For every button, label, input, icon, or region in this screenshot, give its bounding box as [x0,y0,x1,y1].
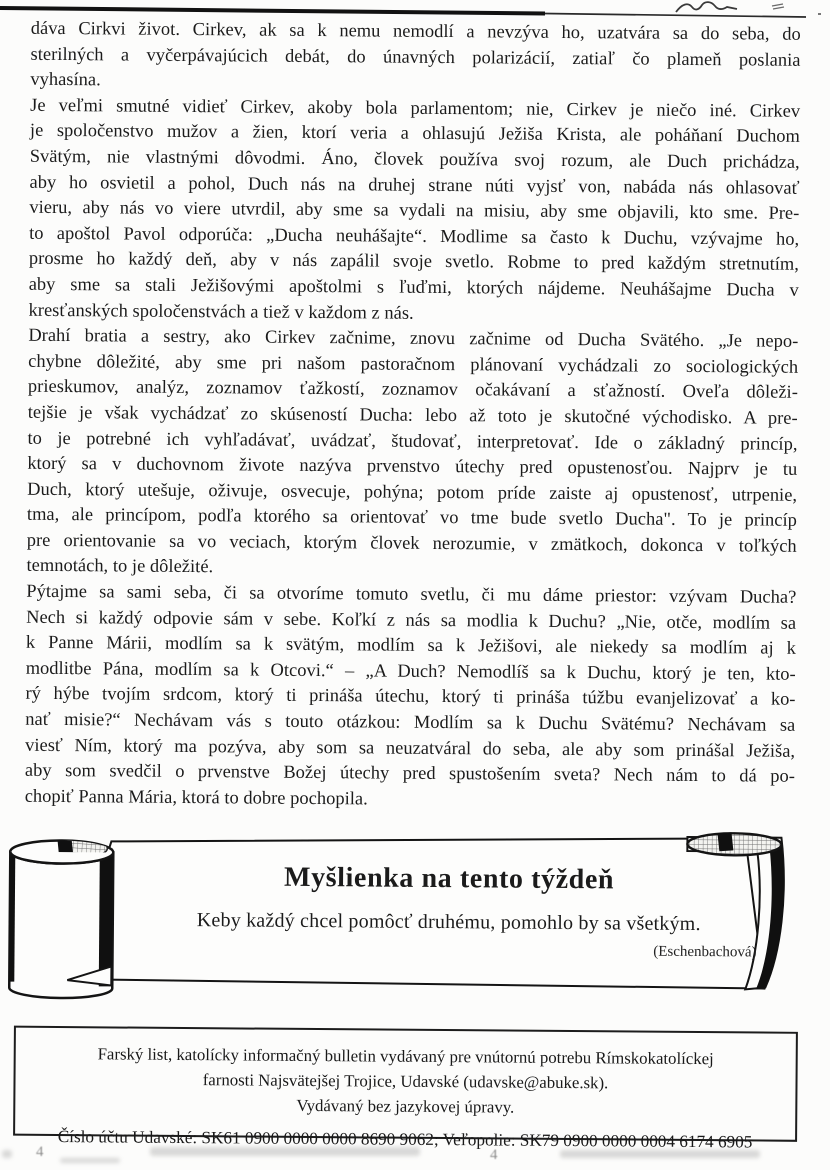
hash-mark-artifact [772,4,784,9]
footer-line-4: Číslo účtu Udavské: SK61 0900 0000 0000 8690 9062; Veľopolie: SK79 0900 0000 0004 6174 6905 [57,1127,753,1152]
text-line: tejšie je však vychádzať zo skúseností Ducha: lebo až toto je skutočné východisko. A pre- [27,401,798,428]
text-line: to je potrebné ich vyhľadávať, uvádzať, študovať, interpretovať. Ide o základný princíp, [27,427,798,454]
dot-artifact [818,13,821,15]
text-line: aby ho osvietil a pohol, Duch nás na druhej strane núti vyjsť von, nabáda nás ohlasovať [29,171,800,198]
scroll-text [134,857,763,962]
paragraph-2 [28,93,800,329]
text-line: k Panne Márii, modlím sa k svätým, modlím sa k Ježišovi, ale niekedy sa modlím aj k [25,632,797,659]
text-line: viesť Ním, ktorý ma pozýva, aby som sa neuzatváral do seba, ale aby som prinášal Ježiša, [25,734,796,761]
scroll-title: Myšlienka na tento týždeň [283,861,615,896]
text-line: Nech si každý odpovie sám v sebe. Koľkí z nás sa modlia k Duchu? „Nie, otče, modlím sa [26,606,797,633]
text-line: prieskumov, analýz, zoznamov ťažkostí, zoznamov očakávaní a sťažností. Oveľa dôleži- [27,376,799,403]
scan-line-artifact-thin [545,14,806,18]
scan-line-artifact [0,8,545,14]
paragraph-3 [26,323,798,585]
text-line: nať misie?“ Nechávam vás s touto otázkou: Modlím sa k Duchu Svätému? Nechávam sa [25,708,796,735]
text-line: aby sme sa stali Ježišovými apoštolmi s ľuďmi, ktorých nájdeme. Neuhášajme Ducha v [28,273,799,300]
text-line: to apoštol Pavol odporúča: „Ducha neuhášajte“. Modlime sa často k Duchu, vzývajme ho, [29,222,800,249]
text-line: Je veľmi smutné vidieť Cirkev, akoby bola parlamentom; nie, Cirkev je niečo iné. Cirkev [30,94,801,121]
text-line: rý hýbe tvojím srdcom, ktorý ti prináša útechu, ktorý ti prináša túžbu evanjelizovať a ko- [25,683,796,710]
text-line: prosme ho každý deň, aby v nás zapálil svoje svetlo. Robme to pred každým stretnutím, [28,248,800,275]
text-line: tma, ale princípom, podľa ktorého sa orientovať vo tme bude svetlo Ducha". To je princíp [26,504,798,531]
text-line: chopiť Panna Mária, ktorá to dobre pochopila. [24,785,368,809]
scroll-quote: Keby každý chcel pomôcť druhému, pomohlo by sa všetkým. [196,909,701,936]
text-line: Pýtajme sa sami seba, či sa otvoríme tomuto svetlu, či mu dáme priestor: vzývam Ducha? [26,580,797,607]
top-edge-artifacts [0,0,830,34]
footer-imprint-box [13,1026,798,1152]
document-text [25,16,801,815]
text-line: dáva Cirkvi život. Cirkev, ak sa k nemu nemodlí a nevzýva ho, uzatvára sa do seba, do [30,17,801,44]
bleed-page-number: 4 [36,1144,44,1160]
text-line: Svätým, nie vlastnými dôvodmi. Áno, človek používa svoj rozum, ale Duch prichádza, [29,145,800,172]
text-line: Duch, ktorý utešuje, oživuje, osvecuje, pohýna; potom príde zaiste aj opustenosť, utrpenie, [27,478,798,505]
text-line: sterilných a vyčerpávajúcich debát, do únavných polarizácií, zatiaľ čo plameň poslania [30,43,801,70]
scan-smudge [150,1147,420,1156]
scan-smudge [2,1150,12,1158]
text-line: vyhasína. [30,68,101,90]
scan-smudge [60,1158,120,1163]
text-line: ktorý sa v duchovnom živote nazýva prvenstvo útechy pred opustenosťou. Najprv je tu [27,452,798,479]
footer-line-3: Vydávaný bez jazykovej úpravy. [296,1095,515,1117]
pen-scribble-artifact [676,2,737,12]
text-line: temnotách, to je dôležité. [26,555,214,577]
text-line: Drahí bratia a sestry, ako Cirkev začnime, znovu začnime od Ducha Svätého. „Je nepo- [28,324,799,351]
text-line: je spoločenstvo mužov a žien, ktorí veria a ohlasujú Ježiša Krista, ale poháňaní Duchom [29,120,801,147]
text-line: modlitbe Pána, modlím sa k Otcovi.“ – „A Duch? Nemodlíš sa k Duchu, ktorý je ten, kto- [25,657,796,684]
bleed-page-number: 4 [490,1147,498,1163]
text-line: kresťanských spoločenstvách a tiež v každom z nás. [28,299,414,323]
text-line: chybne dôležité, aby sme pri našom pastoračnom plánovaní vychádzali zo sociologických [28,350,799,377]
footer-line-1: Farský list, katolícky informačný bulletin vydávaný pre vnútornú potrebu Rímskokatolíckej [97,1044,714,1069]
scroll-attribution: (Eschenbachová) [653,943,757,961]
text-line: vieru, aby nás vo viere utvrdil, aby sme sa vydali na misiu, aby sme objavili, kto sme. Pre- [29,196,800,223]
text-line: pre orientovanie sa vo veciach, ktorým človek nerozumie, v zmätkoch, dokonca v toľkých [26,529,797,556]
paragraph-4 [25,579,797,815]
footer-line-2: farnosti Najsvätejšej Trojice, Udavské (udavske@abuke.sk). [202,1070,609,1093]
scan-smudge [560,1150,760,1158]
text-line: aby som svedčil o prvenstve Božej útechy pred spustošením sveta? Nech nám to dá po- [24,759,796,787]
